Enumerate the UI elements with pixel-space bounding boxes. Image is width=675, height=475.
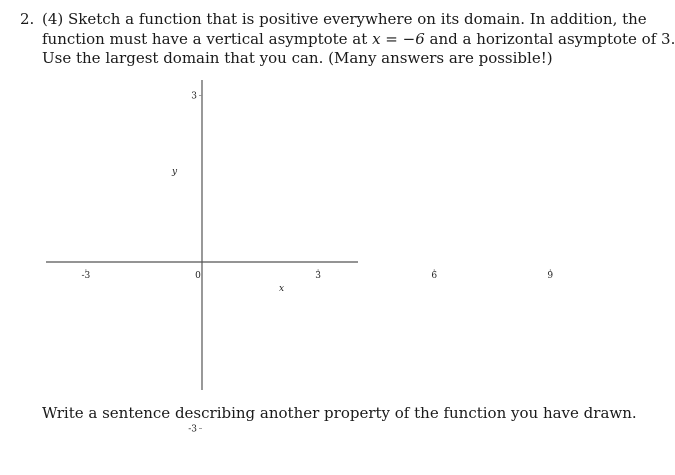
x-axis-label: x [279,284,285,294]
problem-text-2a: function must have a vertical asymptote at [42,29,368,48]
x-tick-label: 6 [431,271,438,281]
problem-line-3: Use the largest domain that you can. (Many answers are possible!) [42,49,553,67]
x-tick-label: 9 [547,271,554,281]
problem-text-1: Sketch a function that is positive everywhere on its domain. In addition, the [68,10,647,28]
x-tick-label: 3 [315,271,321,281]
problem-points: (4) [42,10,64,28]
x-tick-label: -3 [81,271,91,281]
problem-number: 2. [20,10,35,28]
y-axis-label: y [172,167,178,177]
y-tick-label: -3 [188,424,197,435]
y-tick-label: 3 [191,91,197,102]
followup-prompt: Write a sentence describing another property of the function you have drawn. [42,404,637,422]
asymptote-equation: x = −6 [372,29,425,48]
problem-text-2b: and a horizontal asymptote of 3. [429,29,675,48]
x-tick-label: 0 [195,271,201,281]
